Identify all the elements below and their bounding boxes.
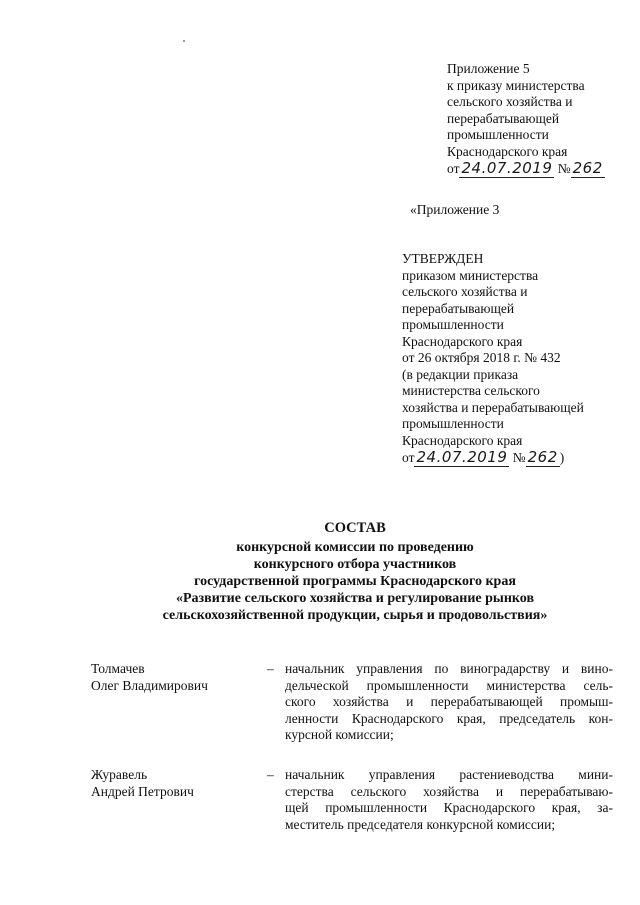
quote-appendix — [410, 202, 499, 219]
document-title — [60, 520, 640, 624]
title-line: сельскохозяйственной продукции, сырья и продовольствия» — [162, 608, 548, 623]
approved-line: приказом министерства — [402, 267, 539, 283]
member-given-name: Олег Владимирович — [91, 677, 208, 693]
description-line: щей промышленности Краснодарского края, за- — [285, 800, 613, 815]
number-prefix: № — [557, 161, 571, 176]
approved-line: промышленности — [402, 416, 504, 431]
member-dash: – — [267, 661, 274, 676]
member-description — [285, 767, 613, 833]
date-prefix: от — [402, 450, 415, 465]
handwritten-number: 262 — [527, 448, 558, 466]
appendix-line: перерабатывающей — [447, 110, 560, 126]
description-line: курсной комиссии; — [285, 727, 394, 742]
title-line: государственной программы Краснодарского края — [194, 574, 516, 589]
appendix-line: Приложение 5 — [447, 61, 530, 76]
date-prefix: от — [447, 161, 460, 176]
appendix-line: к приказу министерства — [447, 77, 585, 93]
title-line: конкурсной комиссии по проведению — [236, 540, 474, 555]
approved-line: министерства сельского — [402, 383, 540, 398]
approved-line: сельского хозяйства и — [402, 284, 528, 299]
approved-line: (в редакции приказа — [402, 366, 519, 382]
appendix-header — [447, 61, 605, 178]
handwritten-date: 24.07.2019 — [461, 159, 553, 177]
member-given-name: Андрей Петрович — [91, 783, 194, 799]
appendix-date-line — [447, 160, 605, 178]
member-name — [91, 661, 261, 694]
description-line: начальник управления растениеводства мини- — [285, 767, 613, 782]
member-surname: Журавель — [91, 767, 148, 782]
number-prefix: № — [512, 450, 526, 465]
scan-dot — [183, 40, 185, 42]
approved-block — [402, 251, 584, 467]
handwritten-number: 262 — [572, 159, 603, 177]
appendix-line: сельского хозяйства и — [447, 94, 573, 109]
approved-line: хозяйства и перерабатывающей — [402, 399, 584, 415]
approved-date-line — [402, 449, 584, 467]
member-description — [285, 661, 613, 744]
approved-line: Краснодарского края — [402, 432, 523, 448]
scan-noise — [20, 845, 150, 865]
closing-paren: ) — [559, 450, 565, 465]
member-dash: – — [267, 767, 274, 782]
approved-line: от 26 октября 2018 г. № 432 — [402, 350, 561, 365]
appendix-line: Краснодарского края — [447, 143, 568, 159]
member-surname: Толмачев — [91, 661, 145, 676]
description-line: ского хозяйства и перерабатывающей промыш- — [285, 694, 613, 709]
approved-line: промышленности — [402, 317, 504, 332]
description-line: стерства сельского хозяйства и перерабатываю- — [285, 783, 613, 799]
description-line: начальник управления по виноградарству и вино- — [285, 661, 613, 676]
handwritten-date: 24.07.2019 — [416, 448, 508, 466]
appendix-line: промышленности — [447, 127, 549, 142]
title-line: конкурсного отбора участников — [253, 557, 457, 572]
member-name — [91, 767, 261, 800]
approved-line: Краснодарского края — [402, 333, 523, 349]
title-main: СОСТАВ — [324, 520, 386, 536]
description-line: ленности Краснодарского края, председатель кон- — [285, 710, 613, 726]
approved-heading: УТВЕРЖДЕН — [402, 251, 484, 266]
approved-line: перерабатывающей — [402, 300, 515, 316]
title-line: «Развитие сельского хозяйства и регулирование рынков — [175, 591, 535, 606]
description-line: меститель председателя конкурсной комиссии; — [285, 816, 556, 832]
quote-appendix-text: «Приложение 3 — [410, 202, 500, 217]
description-line: дельческой промышленности министерства сель- — [285, 677, 613, 693]
